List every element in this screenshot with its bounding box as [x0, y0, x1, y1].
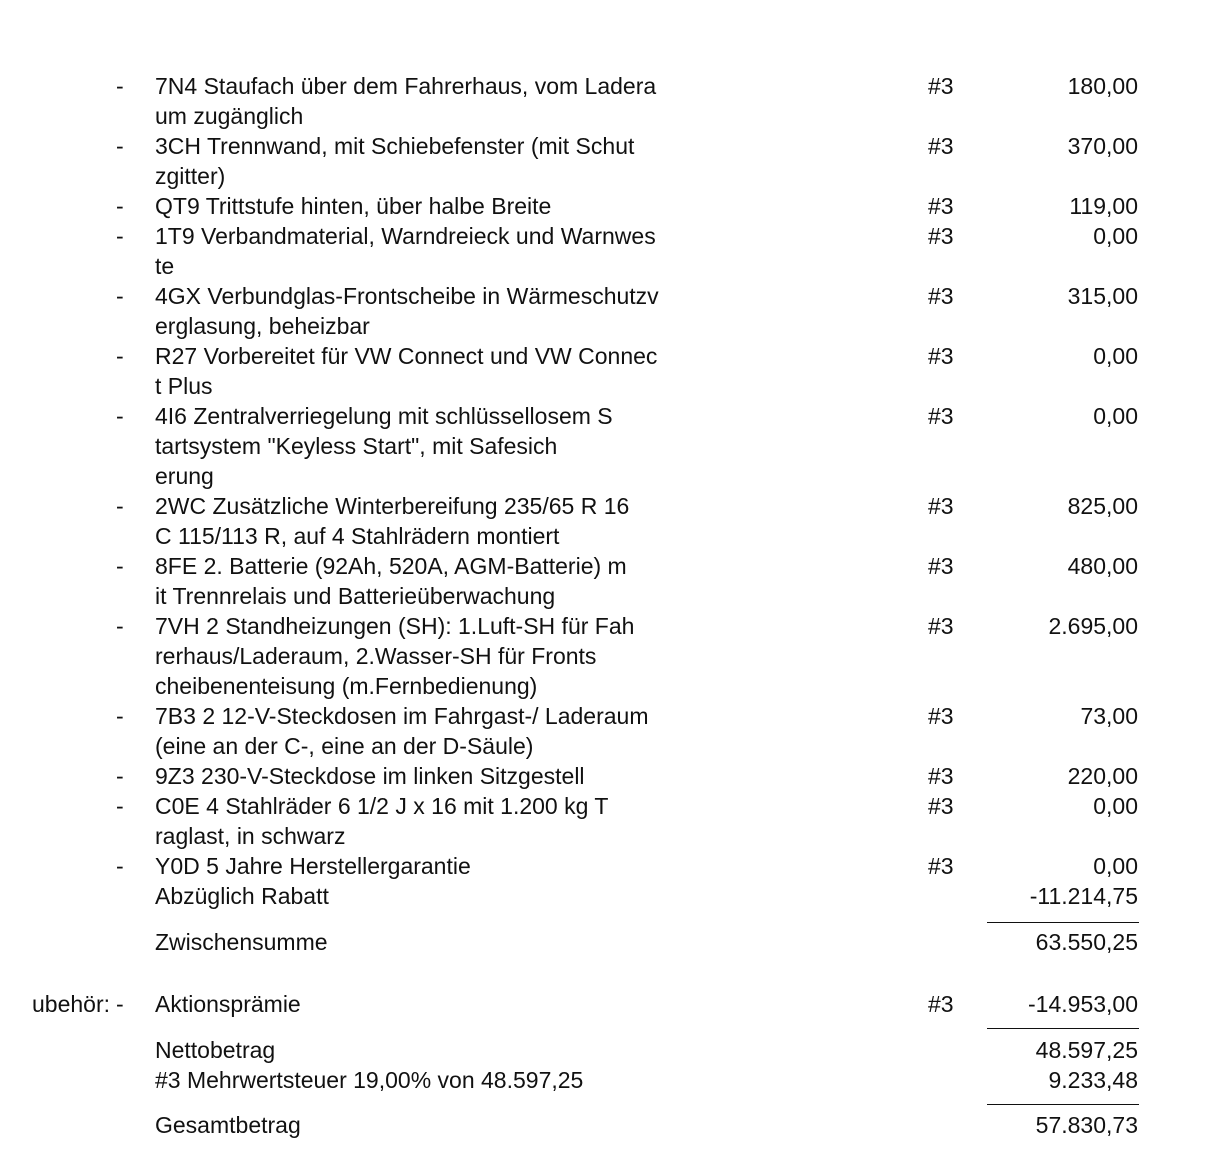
- line-item-description: [155, 761, 775, 791]
- subtotal-label: Zwischensumme: [155, 929, 328, 955]
- line-item-description: [155, 791, 775, 851]
- line-item-description: [155, 341, 775, 401]
- line-item-amount: -11.214,75: [1029, 883, 1138, 909]
- net-rule: [987, 1028, 1139, 1029]
- line-item-amount: 2.695,00: [1048, 613, 1138, 639]
- line-item-description-line: rerhaus/Laderaum, 2.Wasser-SH für Fronts: [155, 643, 597, 669]
- line-item-dash: -: [116, 853, 124, 879]
- line-item-description-line: (eine an der C-, eine an der D-Säule): [155, 733, 534, 759]
- line-item-description-line: 4I6 Zentralverriegelung mit schlüssellosem S: [155, 403, 613, 429]
- line-item-description: [155, 401, 775, 491]
- line-item-amount: 0,00: [1093, 403, 1138, 429]
- subtotal-amount: 63.550,25: [1035, 929, 1138, 955]
- line-item-description: [155, 701, 775, 761]
- line-item-dash: -: [116, 283, 124, 309]
- line-item-dash: -: [116, 613, 124, 639]
- line-item-description-line: C0E 4 Stahlräder 6 1/2 J x 16 mit 1.200 kg T: [155, 793, 609, 819]
- line-item-description-line: 9Z3 230-V-Steckdose im linken Sitzgestell: [155, 763, 585, 789]
- line-item-description-line: 4GX Verbundglas-Frontscheibe in Wärmeschutzv: [155, 283, 659, 309]
- line-item-dash: -: [116, 493, 124, 519]
- line-item-dash: -: [116, 403, 124, 429]
- accessories-tax-code: #3: [928, 991, 954, 1017]
- line-item-amount: 0,00: [1093, 853, 1138, 879]
- line-item-description: [155, 611, 775, 701]
- line-item-dash: -: [116, 763, 124, 789]
- line-item-tax-code: #3: [928, 613, 954, 639]
- line-item-description-line: um zugänglich: [155, 103, 304, 129]
- line-item-amount: 315,00: [1067, 283, 1138, 309]
- line-item-amount: 480,00: [1067, 553, 1138, 579]
- line-item-amount: 0,00: [1093, 793, 1138, 819]
- line-item-dash: -: [116, 343, 124, 369]
- line-item-tax-code: #3: [928, 133, 954, 159]
- line-item-tax-code: #3: [928, 343, 954, 369]
- line-item-description-line: 1T9 Verbandmaterial, Warndreieck und Warnwes: [155, 223, 656, 249]
- line-item-description-line: erung: [155, 463, 214, 489]
- line-item-tax-code: #3: [928, 283, 954, 309]
- line-item-amount: 119,00: [1069, 193, 1138, 219]
- net-label: Nettobetrag: [155, 1037, 276, 1063]
- line-item-description-line: 7N4 Staufach über dem Fahrerhaus, vom Ladera: [155, 73, 657, 99]
- line-item-description: [155, 491, 775, 551]
- accessories-amount: -14.953,00: [1028, 991, 1138, 1017]
- line-item-tax-code: #3: [928, 703, 954, 729]
- line-item-description-line: R27 Vorbereitet für VW Connect und VW Connec: [155, 343, 658, 369]
- line-item-description: [155, 881, 775, 911]
- line-item-description-line: C 115/113 R, auf 4 Stahlrädern montiert: [155, 523, 560, 549]
- line-item-description: [155, 191, 775, 221]
- line-item-dash: -: [116, 133, 124, 159]
- line-item-dash: -: [116, 793, 124, 819]
- line-item-tax-code: #3: [928, 223, 954, 249]
- vat-amount: 9.233,48: [1048, 1067, 1138, 1093]
- line-item-amount: 0,00: [1093, 343, 1138, 369]
- line-item-dash: -: [116, 73, 124, 99]
- line-item-description-line: Y0D 5 Jahre Herstellergarantie: [155, 853, 471, 879]
- net-amount: 48.597,25: [1035, 1037, 1138, 1063]
- line-item-tax-code: #3: [928, 553, 954, 579]
- line-item-dash: -: [116, 553, 124, 579]
- line-item-description-line: 7VH 2 Standheizungen (SH): 1.Luft-SH für Fah: [155, 613, 635, 639]
- line-item-amount: 825,00: [1067, 493, 1138, 519]
- line-item-description-line: 8FE 2. Batterie (92Ah, 520A, AGM-Batterie) m: [155, 553, 627, 579]
- line-item-description: [155, 851, 775, 881]
- line-item-description-line: te: [155, 253, 175, 279]
- line-item-amount: 180,00: [1067, 73, 1138, 99]
- vat-label: #3 Mehrwertsteuer 19,00% von 48.597,25: [155, 1067, 584, 1093]
- line-item-description-line: t Plus: [155, 373, 213, 399]
- total-amount: 57.830,73: [1035, 1112, 1138, 1138]
- accessories-label: Aktionsprämie: [155, 991, 301, 1017]
- line-item-description-line: 2WC Zusätzliche Winterbereifung 235/65 R 16: [155, 493, 630, 519]
- line-item-amount: 220,00: [1067, 763, 1138, 789]
- line-item-description-line: cheibenenteisung (m.Fernbedienung): [155, 673, 538, 699]
- line-item-description: [155, 551, 775, 611]
- line-item-description: [155, 71, 775, 131]
- subtotal-rule: [987, 922, 1139, 923]
- total-rule: [987, 1104, 1139, 1105]
- line-item-description: [155, 281, 775, 341]
- line-item-dash: -: [116, 223, 124, 249]
- line-item-tax-code: #3: [928, 793, 954, 819]
- accessories-dash: -: [116, 991, 124, 1017]
- line-item-description-line: tartsystem "Keyless Start", mit Safesich: [155, 433, 558, 459]
- line-item-description-line: 3CH Trennwand, mit Schiebefenster (mit Schut: [155, 133, 635, 159]
- line-item-tax-code: #3: [928, 73, 954, 99]
- total-label: Gesamtbetrag: [155, 1112, 301, 1138]
- line-item-description: [155, 131, 775, 191]
- line-item-amount: 370,00: [1067, 133, 1138, 159]
- line-item-amount: 0,00: [1093, 223, 1138, 249]
- line-item-description-line: zgitter): [155, 163, 226, 189]
- line-item-tax-code: #3: [928, 763, 954, 789]
- line-item-description-line: it Trennrelais und Batterieüberwachung: [155, 583, 556, 609]
- accessories-section-label: ubehör:: [31, 991, 110, 1017]
- line-item-amount: 73,00: [1080, 703, 1138, 729]
- line-item-description-line: Abzüglich Rabatt: [155, 883, 329, 909]
- line-item-description-line: erglasung, beheizbar: [155, 313, 370, 339]
- line-item-tax-code: #3: [928, 403, 954, 429]
- line-item-tax-code: #3: [928, 193, 954, 219]
- line-item-description-line: QT9 Trittstufe hinten, über halbe Breite: [155, 193, 552, 219]
- line-item-description: [155, 221, 775, 281]
- line-item-tax-code: #3: [928, 493, 954, 519]
- line-item-description-line: raglast, in schwarz: [155, 823, 346, 849]
- line-item-description-line: 7B3 2 12-V-Steckdosen im Fahrgast-/ Laderaum: [155, 703, 649, 729]
- line-item-dash: -: [116, 703, 124, 729]
- line-item-dash: -: [116, 193, 124, 219]
- line-item-tax-code: #3: [928, 853, 954, 879]
